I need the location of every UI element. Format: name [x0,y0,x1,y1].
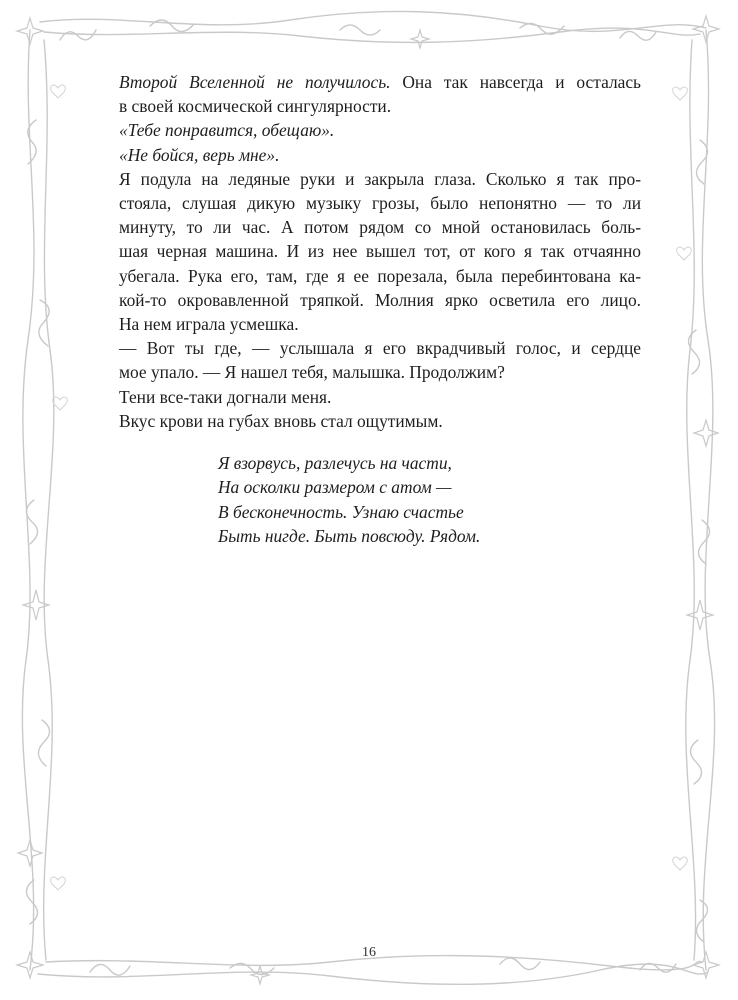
heart-icon [51,85,66,98]
poem-line: Я взорвусь, разлечусь на части, [218,453,452,473]
poem-line: На осколки размером с атом — [218,477,452,498]
quote-1: «Тебе понравится, обещаю». [119,120,335,141]
frame-right-vine [702,30,714,970]
main-text [119,70,641,433]
paragraph-1: Второй Вселенной не получилось. Она так навсегда и осталась в своей космической сингулярности. [119,72,641,117]
closing-line-2: Вкус крови на губах вновь стал ощутимым. [119,410,443,431]
poem-stanza [218,451,480,549]
page-number: 16 [362,945,376,960]
frame-left-vine [22,30,34,970]
poem-line: В бесконечность. Узнаю счастье [218,501,464,522]
dialogue-paragraph: — Вот ты где, — услышала я его вкрадчивый голос, и сердце мое упало. — Я нашел тебя, малышка. Продолжим? [119,338,641,383]
closing-line-1: Тени все-таки догнали меня. [119,386,332,407]
poem-line: Быть нигде. Быть повсюду. Рядом. [218,526,481,547]
frame-bottom-vine [38,964,708,984]
italic-lead: Второй Вселенной не получилось. [119,72,391,92]
quote-2: «Не бойся, верь мне». [119,144,280,165]
paragraph-2: Я подула на ледяные руки и закрыла глаза. Сколько я так про- стояла, слушая дикую музыку грозы, было непонятно — то ли минуту, то ли час. А потом рядом со мной остановилась боль- шая черная машина. И из нее вышел тот, от кого я так отчаянно убегала. Рука его, там, где я ее порезала, была перебинтована ка- кой-то окровавленной тряпкой. Молния ярко осветила его лицо. На нем играла усмешка. [119,168,641,335]
